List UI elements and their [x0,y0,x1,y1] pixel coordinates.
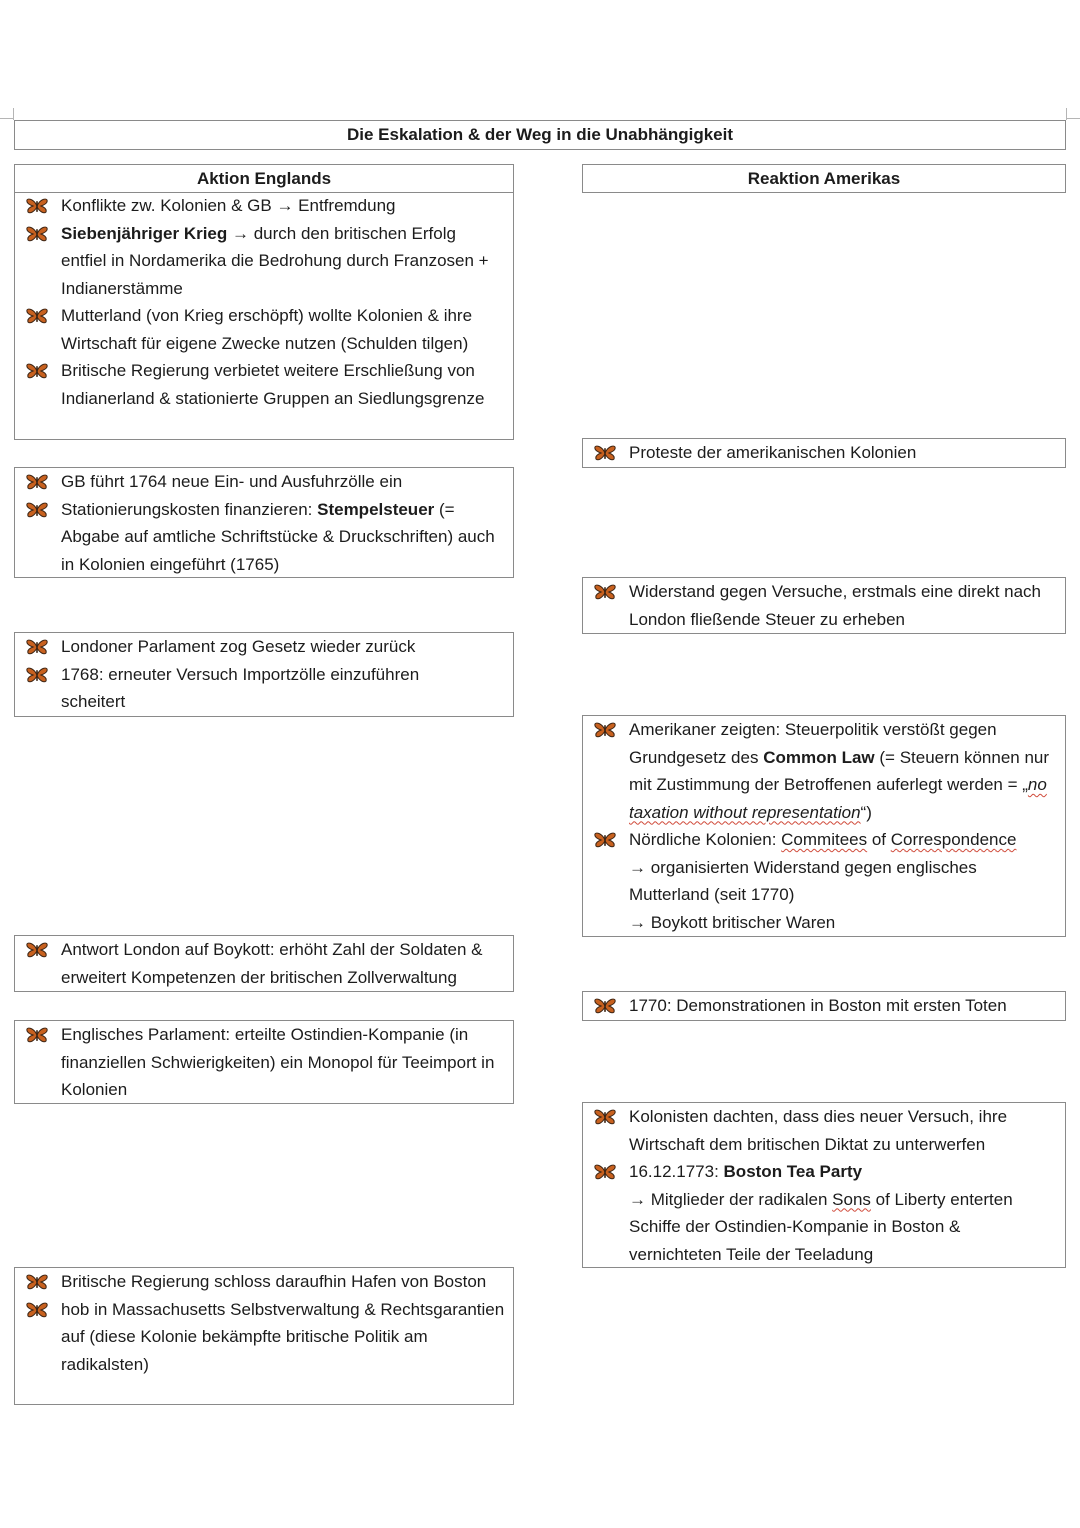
america-box-2 [582,577,1066,634]
america-box-1 [582,438,1066,468]
butterfly-bullet-icon [26,226,48,242]
list-item: Londoner Parlament zog Gesetz wieder zurück [15,633,513,661]
header-left-label: Aktion Englands [196,168,332,188]
list-item: hob in Massachusetts Selbstverwaltung & Rechtsgarantien auf (diese Kolonie bekämpfte britische Politik am radikalsten) [15,1296,513,1379]
list-item: Britische Regierung verbietet weitere Erschließung von Indianerland & stationierte Gruppen an Siedlungsgrenze [15,357,513,412]
england-box-2 [14,467,514,578]
butterfly-bullet-icon [26,308,48,324]
butterfly-bullet-icon [26,942,48,958]
butterfly-bullet-icon [594,998,616,1014]
butterfly-bullet-icon [26,639,48,655]
butterfly-bullet-icon [26,198,48,214]
butterfly-bullet-icon [594,1164,616,1180]
butterfly-bullet-icon [26,1302,48,1318]
page-title: Die Eskalation & der Weg in die Unabhängigkeit [346,125,734,144]
list-item: Antwort London auf Boykott: erhöht Zahl der Soldaten & erweitert Kompetenzen der britischen Zollverwaltung [15,936,513,991]
america-box-5 [582,1102,1066,1268]
list-item: Nördliche Kolonien: Commitees of Correspondence → organisierten Widerstand gegen englisches Mutterland (seit 1770) → Boykott britischer Waren [583,826,1065,936]
header-reaktion-amerikas [582,164,1066,193]
butterfly-bullet-icon [26,474,48,490]
butterfly-bullet-icon [594,445,616,461]
america-box-3 [582,715,1066,937]
list-item: Widerstand gegen Versuche, erstmals eine direkt nach London fließende Steuer zu erheben [583,578,1065,633]
list-item: Siebenjähriger Krieg → durch den britischen Erfolg entfiel in Nordamerika die Bedrohung durch Franzosen + Indianerstämme [15,220,513,303]
list-item: 1770: Demonstrationen in Boston mit ersten Toten [583,992,1065,1020]
header-right-label: Reaktion Amerikas [747,168,901,188]
butterfly-bullet-icon [26,667,48,683]
list-item: Kolonisten dachten, dass dies neuer Versuch, ihre Wirtschaft dem britischen Diktat zu unterwerfen [583,1103,1065,1158]
header-aktion-englands [14,164,514,193]
england-box-6 [14,1267,514,1405]
england-box-3 [14,632,514,717]
butterfly-bullet-icon [594,722,616,738]
list-item: Stationierungskosten finanzieren: Stempelsteuer (= Abgabe auf amtliche Schriftstücke & Druckschriften) auch in Kolonien eingeführt (1765) [15,496,513,579]
butterfly-bullet-icon [594,1109,616,1125]
list-item: Konflikte zw. Kolonien & GB → Entfremdung [15,192,513,220]
butterfly-bullet-icon [594,584,616,600]
list-item: 1768: erneuter Versuch Importzölle einzuführen scheitert [15,661,513,716]
butterfly-bullet-icon [26,502,48,518]
england-box-5 [14,1020,514,1104]
list-item: Amerikaner zeigten: Steuerpolitik verstößt gegen Grundgesetz des Common Law (= Steuern können nur mit Zustimmung der Betroffenen auferlegt werden = „no taxation without representation“) [583,716,1065,826]
butterfly-bullet-icon [26,1274,48,1290]
list-item: Mutterland (von Krieg erschöpft) wollte Kolonien & ihre Wirtschaft für eigene Zwecke nutzen (Schulden tilgen) [15,302,513,357]
list-item: Proteste der amerikanischen Kolonien [583,439,1065,467]
england-box-4 [14,935,514,992]
page-title-box [14,120,1066,150]
butterfly-bullet-icon [26,363,48,379]
england-box-1 [14,192,514,440]
list-item: Britische Regierung schloss daraufhin Hafen von Boston [15,1268,513,1296]
butterfly-bullet-icon [26,1027,48,1043]
list-item: 16.12.1773: Boston Tea Party → Mitglieder der radikalen Sons of Liberty enterten Schiffe der Ostindien-Kompanie in Boston & vernichteten Teile der Teeladung [583,1158,1065,1268]
america-box-4 [582,991,1066,1021]
page-corner-mark-right-h [1066,118,1080,119]
page-corner-mark-left-h [0,118,14,119]
butterfly-bullet-icon [594,832,616,848]
list-item: GB führt 1764 neue Ein- und Ausfuhrzölle ein [15,468,513,496]
list-item: Englisches Parlament: erteilte Ostindien-Kompanie (in finanziellen Schwierigkeiten) ein Monopol für Teeimport in Kolonien [15,1021,513,1104]
